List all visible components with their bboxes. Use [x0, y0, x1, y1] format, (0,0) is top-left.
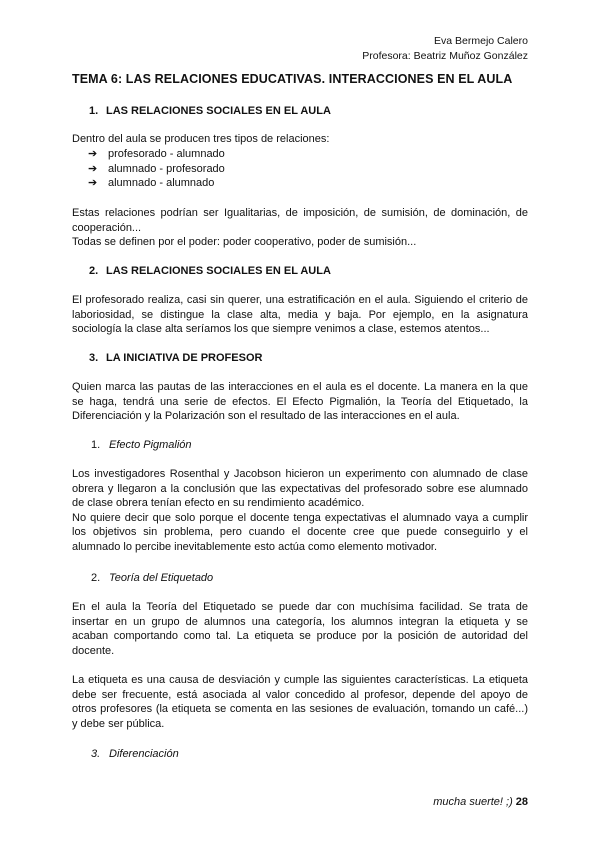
- subsection-1-paragraph: [72, 467, 528, 555]
- paragraph-line: obrera y llegaron a la conclusión que las expectativas del profesorado sobre ese alumnado: [72, 482, 528, 495]
- subsection-3-number: 3.: [91, 748, 101, 760]
- arrow-right-icon: ➔: [88, 148, 98, 160]
- paragraph-line: Quien marca las pautas de las interacciones en el aula es el docente. La manera en la que: [72, 381, 528, 393]
- arrow-right-icon: ➔: [88, 177, 98, 190]
- paragraph-line: acaban comportando como tal. La etiqueta se produce por la posición de autoridad del: [72, 630, 528, 643]
- paragraph-line: Diferenciación y la Polarización son el resultado de las interacciones en el aula.: [72, 410, 460, 423]
- paragraph-line: No quiere decir que solo porque el docente tenga expectativas el alumnado vaya a cumplir: [72, 511, 528, 524]
- author-name: Eva Bermejo Calero: [434, 35, 528, 47]
- section-1-number: 1.: [89, 105, 99, 117]
- list-item: ➔ alumnado - profesorado: [88, 162, 225, 175]
- subsection-2-paragraph-1: [72, 600, 528, 658]
- section-2-heading-text: LAS RELACIONES SOCIALES EN EL AULA: [106, 265, 331, 277]
- subsection-3-heading: [91, 748, 179, 760]
- paragraph-line: El profesorado realiza, casi sin querer, una estratificación en el aula. Siguiendo el criterio de: [72, 294, 528, 306]
- section-1-heading: [89, 105, 331, 117]
- subsection-2-title: Teoría del Etiquetado: [109, 572, 214, 584]
- section-3-paragraph: [72, 380, 528, 424]
- section-2-number: 2.: [89, 265, 99, 277]
- list-item: ➔ alumnado - alumnado: [88, 177, 215, 190]
- section-2-heading: [89, 265, 331, 277]
- paragraph-line: Estas relaciones podrían ser Igualitarias, de imposición, de sumisión, de dominación, de: [72, 207, 528, 219]
- section-3-number: 3.: [89, 352, 99, 364]
- section-3-heading-text: LA INICIATIVA DE PROFESOR: [106, 352, 263, 364]
- subsection-1-title: Efecto Pigmalión: [109, 439, 192, 451]
- section-1-intro: [72, 132, 528, 147]
- subsection-1-heading: [91, 439, 192, 451]
- page-header: [362, 34, 528, 64]
- relations-list: [88, 147, 225, 191]
- paragraph-line: insertar en un grupo de alumnos una categoría, los alumnos integran la etiqueta y se: [72, 615, 528, 628]
- paragraph-line: La etiqueta es una causa de desviación y cumple las siguientes características. La etiqueta: [72, 674, 528, 686]
- paragraph-line: debe ser frecuente, está asociada al valor concedido al profesor, depende del apoyo de: [72, 688, 528, 701]
- page-footer: [433, 796, 528, 808]
- paragraph-line: laboriosidad, se distingue la clase alta, media y baja. Por ejemplo, en la asignatura: [72, 308, 528, 321]
- paragraph-line: cooperación...: [72, 221, 142, 234]
- subsection-1-number: 1.: [91, 439, 101, 451]
- footer-text: mucha suerte! ;): [433, 796, 513, 808]
- arrow-right-icon: ➔: [88, 162, 98, 175]
- intro-line: Dentro del aula se producen tres tipos de relaciones:: [72, 133, 330, 145]
- paragraph-line: se haga, tendrá una serie de efectos. El Efecto Pigmalión, la Teoría del Etiquetado, la: [72, 395, 528, 408]
- paragraph-line: Todas se definen por el poder: poder cooperativo, poder de sumisión...: [72, 236, 417, 249]
- page-number: 28: [515, 796, 528, 808]
- paragraph-line: En el aula la Teoría del Etiquetado se puede dar con muchísima facilidad. Se trata de: [72, 601, 528, 613]
- section-1-paragraph: [72, 206, 528, 250]
- paragraph-line: docente.: [72, 644, 115, 657]
- section-1-heading-text: LAS RELACIONES SOCIALES EN EL AULA: [106, 105, 331, 117]
- subsection-2-heading: [91, 572, 213, 584]
- teacher-name: Profesora: Beatriz Muñoz González: [362, 50, 528, 62]
- paragraph-line: los objetivos sin problema, pero cuando el docente cree que puede conseguirlo y el: [72, 526, 528, 539]
- paragraph-line: de clase obrera tenían efecto en su rendimiento académico.: [72, 497, 365, 510]
- paragraph-line: otros profesores (la etiqueta se comenta en las sesiones de evaluación, tomando un café...): [72, 703, 528, 716]
- subsection-3-title: Diferenciación: [109, 748, 179, 760]
- section-3-heading: [89, 352, 262, 364]
- paragraph-line: sociología la clase alta seríamos los que siempre venimos a clase, estemos atentos...: [72, 323, 490, 336]
- list-item: ➔ profesorado - alumnado: [88, 148, 225, 160]
- paragraph-line: Los investigadores Rosenthal y Jacobson hicieron un experimento con alumnado de clase: [72, 468, 528, 480]
- document-title: TEMA 6: LAS RELACIONES EDUCATIVAS. INTERACCIONES EN EL AULA: [72, 72, 513, 86]
- section-2-paragraph: [72, 293, 528, 337]
- subsection-2-number: 2.: [91, 572, 101, 584]
- subsection-2-paragraph-2: [72, 673, 528, 731]
- paragraph-line: alumnado lo percibe inevitablemente esto actúa como elemento motivador.: [72, 540, 438, 553]
- paragraph-line: y debe ser pública.: [72, 717, 165, 730]
